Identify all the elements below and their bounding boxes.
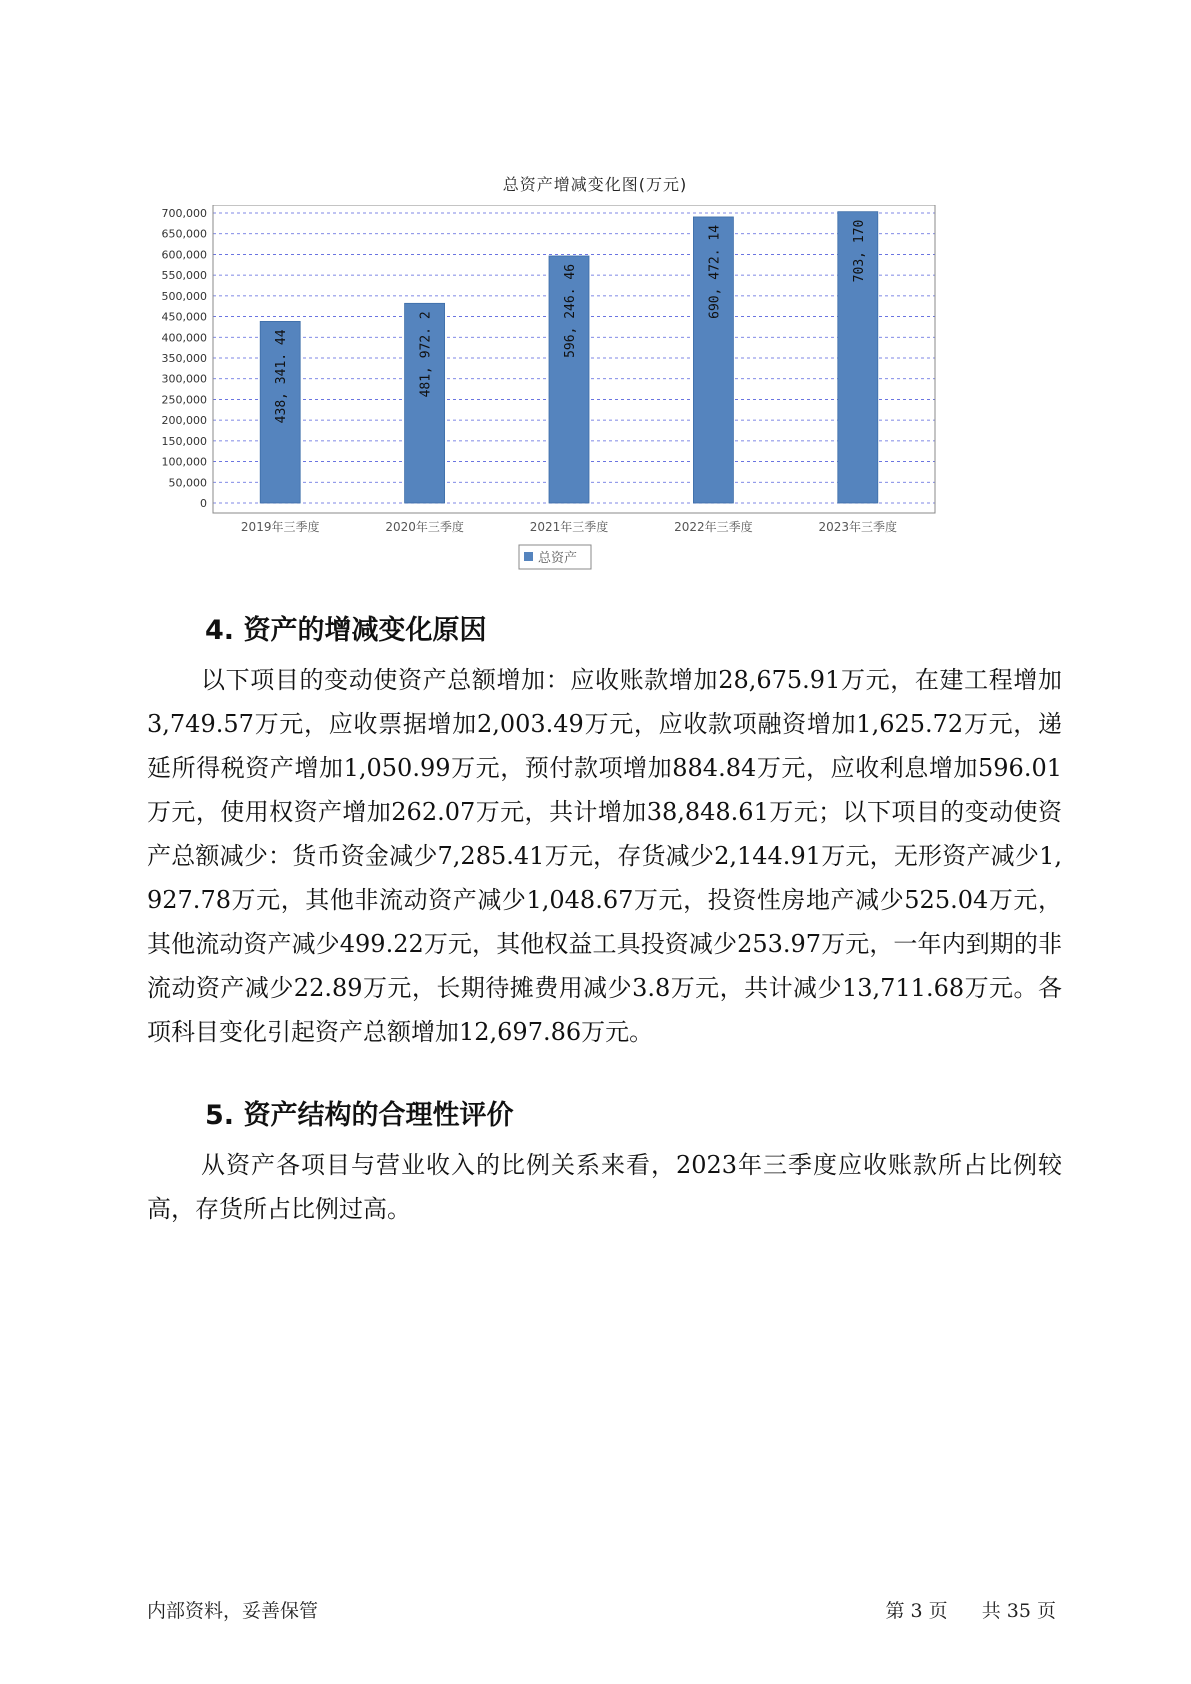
x-tick-label: 2023年三季度 xyxy=(818,520,898,534)
section-4-heading: 4. 资产的增减变化原因 xyxy=(205,615,487,646)
y-tick-label: 100,000 xyxy=(161,455,207,469)
y-tick-label: 150,000 xyxy=(161,434,207,448)
y-axis-ticks xyxy=(162,207,208,510)
bars xyxy=(260,212,878,503)
legend xyxy=(519,545,591,569)
bar-data-label: 596, 246. 46 xyxy=(563,263,578,358)
total-pages: 共 35 页 xyxy=(981,1600,1056,1622)
y-tick-label: 350,000 xyxy=(161,352,207,365)
bar-data-label: 703, 170 xyxy=(851,219,867,283)
footer-page-number xyxy=(878,1596,1056,1623)
y-tick-label: 550,000 xyxy=(161,269,207,283)
y-tick-label: 0 xyxy=(200,497,207,510)
x-tick-label: 2021年三季度 xyxy=(529,520,609,534)
legend-label: 总资产 xyxy=(538,551,578,566)
section-5-paragraph: 从资产各项目与营业收入的比例关系来看，2023年三季度应收账款所占比例较高，存货所占比例过高。 xyxy=(147,1151,1062,1223)
y-tick-label: 600,000 xyxy=(161,248,207,262)
y-tick-label: 500,000 xyxy=(161,289,207,303)
current-page: 第 3 页 xyxy=(885,1600,948,1622)
legend-swatch xyxy=(524,552,533,561)
y-tick-label: 450,000 xyxy=(161,310,207,324)
y-tick-label: 300,000 xyxy=(161,372,207,386)
bar-data-label: 481, 972. 2 xyxy=(418,311,434,398)
y-tick-label: 650,000 xyxy=(161,227,207,241)
y-tick-label: 400,000 xyxy=(161,331,207,345)
section-5-heading: 5. 资产结构的合理性评价 xyxy=(205,1100,514,1131)
bar-data-label: 438, 341. 44 xyxy=(274,329,290,424)
y-tick-label: 700,000 xyxy=(161,207,207,220)
y-tick-label: 200,000 xyxy=(161,414,207,428)
chart-title: 总资产增减变化图(万元) xyxy=(502,175,688,194)
total-assets-bar-chart xyxy=(150,205,950,585)
x-tick-label: 2019年三季度 xyxy=(240,520,320,534)
bar-data-label: 690, 472. 14 xyxy=(707,224,723,319)
y-tick-label: 50,000 xyxy=(168,476,207,490)
x-axis-ticks xyxy=(241,519,897,534)
section-4-paragraph: 以下项目的变动使资产总额增加：应收账款增加28,675.91万元，在建工程增加3,749.57万元，应收票据增加2,003.49万元，应收款项融资增加1,625.72万元，递延所得税资产增加1,050.99万元，预付款项增加884.84万元，应收利息增加596.01万元，使用权资产增加262.07万元，共计增加38,848.61万元；以下项目的变动使资产总额减少：货币资金减少7,285.41万元，存货减少2,144.91万元，无形资产减少1,927.78万元，其他非流动资产减少1,048.67万元，投资性房地产减少525.04万元，其他流动资产减少499.22万元，其他权益工具投资减少253.97万元，一年内到期的非流动资产减少22.89万元，长期待摊费用减少3.8万元，共计减少13,711.68万元。各项科目变化引起资产总额增加12,697.86万元。 xyxy=(147,666,1062,1046)
x-tick-label: 2020年三季度 xyxy=(385,520,464,534)
y-tick-label: 250,000 xyxy=(161,393,207,407)
x-tick-label: 2022年三季度 xyxy=(674,520,753,534)
footer-confidential-note: 内部资料，妥善保管 xyxy=(147,1600,319,1622)
